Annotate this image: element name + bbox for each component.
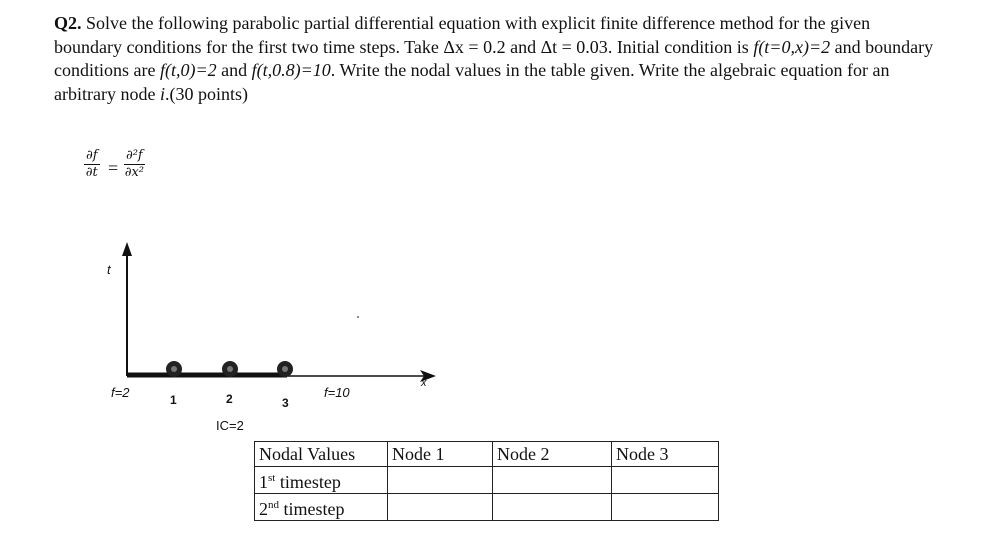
cell-t2-node-2[interactable] — [493, 494, 612, 521]
rhs-denominator: ∂x² — [124, 165, 144, 180]
rhs-numerator: ∂²f — [126, 148, 143, 163]
arbitrary-node: i — [159, 83, 165, 104]
question-text-part: . Write the nodal values in the table given. Write the algebraic equation for an arbitrary node — [54, 60, 890, 104]
header-node-1: Node 1 — [388, 442, 493, 467]
lhs-numerator: ∂f — [86, 148, 98, 163]
row-label-ordinal: nd — [268, 499, 279, 511]
header-nodal-values: Nodal Values — [255, 442, 388, 467]
boundary-condition-right: f(t,0.8)=10 — [251, 60, 331, 80]
header-node-2: Node 2 — [493, 442, 612, 467]
node-2-label: 2 — [226, 392, 233, 406]
question-text-part: and boundary conditions are — [54, 36, 934, 80]
question-number: Q2. — [54, 13, 82, 33]
node-3-dot — [282, 366, 288, 372]
stray-mark — [357, 316, 359, 318]
question-text-part: and — [505, 36, 541, 57]
question-text-part: .(30 points) — [164, 83, 248, 104]
dt-value: Δt = 0.03 — [540, 36, 608, 57]
t-axis-arrow-icon — [122, 242, 132, 256]
dx-value: Δx = 0.2 — [443, 36, 506, 57]
cell-t2-node-3[interactable] — [612, 494, 719, 521]
cell-t1-node-3[interactable] — [612, 467, 719, 494]
question-text-part: Solve the following parabolic partial differential equation with explicit finite difference method for the given boundary conditions for the first two time steps. Take — [54, 13, 871, 57]
row-label-number: 1 — [259, 472, 268, 492]
cell-t1-node-2[interactable] — [493, 467, 612, 494]
table-row — [255, 494, 719, 521]
x-axis-label: x — [421, 377, 427, 389]
node-3-label: 3 — [282, 396, 289, 410]
row-label-text: timestep — [275, 472, 341, 492]
header-node-3: Node 3 — [612, 442, 719, 467]
question-text-part: . Initial condition is — [607, 36, 754, 57]
nodal-values-table — [254, 441, 719, 521]
initial-condition: f(t=0,x)=2 — [753, 36, 831, 57]
t-axis-label: t — [107, 262, 111, 277]
row-label-ordinal: st — [268, 472, 276, 484]
table-header-row — [255, 442, 719, 467]
node-2-dot — [227, 366, 233, 372]
cell-t1-node-1[interactable] — [388, 467, 493, 494]
node-1-dot — [171, 366, 177, 372]
cell-t2-node-1[interactable] — [388, 494, 493, 521]
right-boundary-label: f=10 — [324, 385, 350, 400]
left-boundary-label: f=2 — [111, 385, 130, 400]
row-label-number: 2 — [259, 499, 268, 519]
row-label-text: timestep — [279, 499, 345, 519]
row-label-first-timestep — [255, 467, 388, 494]
equation-equals: = — [108, 158, 119, 178]
row-label-second-timestep — [255, 494, 388, 521]
question-text-part: and — [216, 60, 252, 80]
initial-condition-label: IC=2 — [216, 418, 244, 433]
lhs-denominator: ∂t — [85, 165, 98, 180]
node-1-label: 1 — [170, 393, 177, 407]
boundary-condition-left: f(t,0)=2 — [159, 60, 217, 80]
table-row — [255, 467, 719, 494]
